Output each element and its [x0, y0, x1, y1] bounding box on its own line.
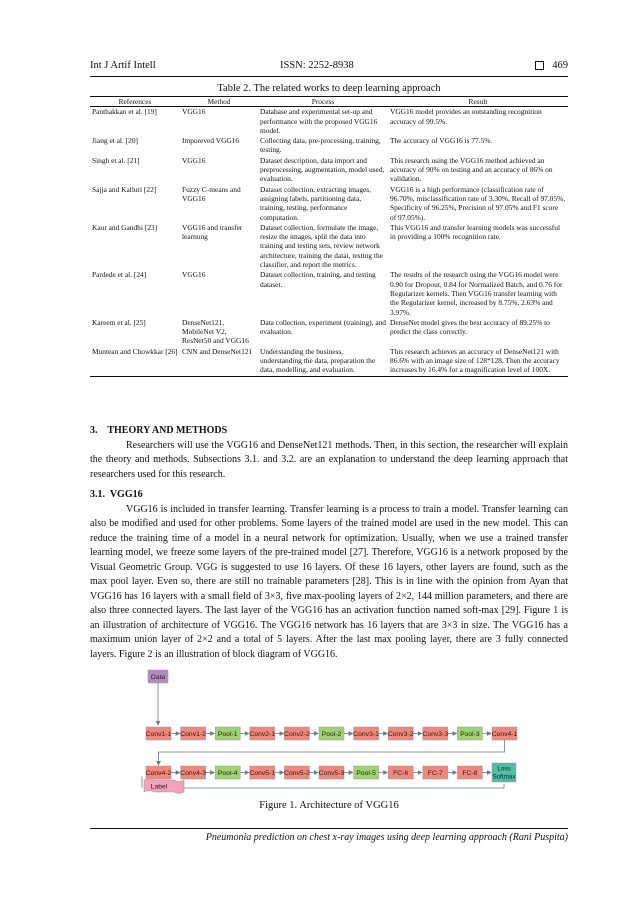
table-cell-method: VGG16 — [182, 270, 206, 280]
table-cell-method: DenseNet121, MobileNet V2, ResNet50 and VGG16 — [182, 317, 249, 346]
conv-box-label: Conv2-2 — [284, 731, 310, 738]
table-cell-process: Collecting data, pre-processing, training, testing. — [260, 136, 381, 155]
table-cell-result: This research achieves an accuracy of DenseNet121 with 86.6% with an image size of 128*128. Then the accuracy increases by 16.4% for a magnification level of 100X. — [388, 347, 568, 376]
column-header: Result — [388, 97, 568, 107]
header-rule — [90, 76, 568, 77]
table-cell-method: VGG16 and transfer learnung — [182, 222, 243, 242]
section-3-1 — [90, 488, 568, 662]
pool-box-label: Pool-4 — [217, 770, 238, 777]
conv-box-label: Conv1-2 — [180, 731, 206, 738]
footer-rule — [90, 828, 568, 829]
section-paragraph: VGG16 is included in transfer learning. Transfer learning is a process to train a model. Transfer learning can also be modified and used for other problems. Some layers of the trained model are used in the new model. This can reduce the training time of a model in a neural network for optimization. Usually, when we use a trained transfer learning model, we freeze some layers of the pre-trained model [27]. Therefore, VGG16 is a network proposed by the Visual Geometric Group. VGG is suggested to use 16 layers. Of these 16 layers, other layers are found, such as the max pool layer. Even so, there are still no trainable parameters [28]. This is in line with the opinion from Ayan that VGG16 has 16 layers with a small field of 3×3, five max-pooling layers of 2×2, 144 million parameters, and there are also three connected layers. The last layer of the VGG16 has an activation function named soft-max [29]. Figure 1 is an illustration of architecture of VGG16. The VGG16 network has 16 layers that are 3×3 in size. The VGG16 has a maximum union layer of 2×2 and a total of 5 layers. After the last max pooling layer, there are 3 fully connected layers. Figure 2 is an illustration of block diagram of VGG16. — [90, 503, 568, 660]
running-footer: Pneumonia prediction on chest x-ray images using deep learning approach (Rani Puspita) — [205, 832, 568, 843]
issn: ISSN: 2252-8938 — [280, 60, 354, 71]
table-cell-process: Dataset description, data import and preprocessing, augmentation, model used, evaluation. — [260, 155, 385, 184]
table-cell-result: The accuracy of VGG16 is 77.5%. — [390, 136, 493, 146]
table-row — [90, 270, 568, 317]
table-row — [90, 136, 568, 156]
box-icon — [535, 61, 544, 70]
section-heading: 3. THEORY AND METHODS — [90, 425, 228, 436]
pool-box-label: Pool-2 — [321, 731, 342, 738]
page-number: 469 — [552, 60, 568, 71]
table-row — [90, 318, 568, 347]
table-cell-ref: Muntean and Chowkkar [26] — [90, 347, 180, 376]
pool-box-label: Pool-3 — [460, 731, 480, 738]
table-cell-result: This VGG16 and transfer learning models was successful in providing a 100% recognition rate. — [390, 222, 561, 242]
section-paragraph: Researchers will use the VGG16 and DenseNet121 methods. Then, in this section, the researcher will explain the theory and methods. Subsections 3.1. and 3.2. are an explanation to understand the deep learning approach that researchers used for this research. — [90, 439, 568, 480]
column-header: Process — [258, 97, 388, 107]
table-cell-ref: Pardede et al. [24] — [92, 270, 147, 280]
table-row — [90, 107, 568, 136]
conv-box-label: Conv5-3 — [318, 770, 345, 777]
table-cell-result: VGG16 is a high performance (classification rate of 96.70%, misclassification rate of 3.30%, Recall of 97.05%, Specificity of 96.25%, Precision of 97.05% and F1 score of 97.05%). — [390, 184, 566, 222]
table-header-row — [90, 97, 568, 107]
table-cell-ref: Jiang et al. [20] — [92, 136, 138, 146]
fc-box-label: FC-7 — [427, 770, 443, 777]
fc-box-label: FC-8 — [462, 770, 478, 777]
data-box-label: Data — [150, 674, 166, 681]
table-cell-process: Dataset collection, formulate the image, resize the images, split the data into training and testing sets, review network architecture, training the datai, testing the classifier, and report the metrics. — [260, 222, 383, 270]
conv-box-label: Conv5-2 — [284, 770, 310, 777]
journal-name: Int J Artif Intell — [90, 60, 156, 71]
table-cell-process: Dataset collection, training, and testing dataset. — [260, 270, 376, 289]
conv-box-label: Conv4-3 — [180, 770, 206, 777]
column-header: Method — [180, 97, 258, 107]
figure-caption: Figure 1. Architecture of VGG16 — [259, 800, 399, 811]
conv-box-label: Conv3-2 — [387, 731, 414, 738]
conv-box-label: Conv5-1 — [249, 770, 276, 777]
section-heading: 3.1. VGG16 — [90, 489, 143, 500]
related-works-table — [90, 96, 568, 377]
conv-box-label: Conv3-3 — [422, 731, 449, 738]
table-cell-ref: Sajja and Kalluri [22] — [92, 184, 157, 194]
table-cell-method: CNN and DenseNet121 — [180, 347, 258, 376]
table-cell-result: This research using the VGG16 method achieved an accuracy of 90% on testing and an accuracy of 86% on validation. — [390, 155, 553, 184]
conv-box-label: Conv4-2 — [145, 770, 172, 777]
pool-box-label: Pool-1 — [217, 731, 238, 738]
table-cell-result: The results of the research using the VGG16 model were 0.90 for Dropout, 0.84 for Normalized Batch, and 0.76 for Regularizer kernels. Then VGG16 transfer learning with the Regularizer kernel, increased by 8.75%, 2.63% and 3.97%. — [390, 270, 563, 317]
conv-box-label: Conv3-1 — [353, 731, 379, 738]
table-cell-ref: Singh et al. [21] — [92, 155, 140, 165]
fc-box-label: FC-6 — [393, 770, 409, 777]
connector-label-loss — [184, 784, 504, 788]
table-cell-process: Dataset collection, extracting images, assigning labels, partitioning data, training, testing, performance computation. — [260, 184, 372, 222]
table-row — [90, 156, 568, 185]
table-cell-process: Understanding the business, understanding the data, preparation the data, modelling, and evaluation. — [258, 347, 388, 376]
column-header: References — [90, 97, 180, 107]
section-3 — [90, 424, 568, 482]
table-caption: Table 2. The related works to deep learning approach — [217, 83, 441, 94]
table-cell-ref: Kaur and Gandhi [23] — [92, 222, 158, 232]
table-cell-process: Database and experimental set-up and performance with the proposed VGG16 model. — [260, 107, 378, 135]
table-row — [90, 347, 568, 376]
table-cell-method: VGG16 — [182, 107, 206, 117]
connector-wrap — [159, 740, 505, 752]
conv-box-label: Conv4-1 — [491, 731, 518, 738]
table-cell-result: VGG16 model provides an outstanding recognition accuracy of 99.5%. — [390, 107, 542, 126]
conv-box-label: Conv1-1 — [145, 731, 172, 738]
table-cell-ref: Panthakkan et al. [19] — [92, 107, 157, 117]
table-cell-method: Fuzzy C-means and VGG16 — [182, 184, 241, 203]
table-cell-ref: Kareem et al. [25] — [92, 317, 146, 327]
table-row — [90, 185, 568, 223]
table-cell-method: Imporeved VGG16 — [182, 136, 240, 146]
pool-box-label: Pool-5 — [356, 770, 376, 777]
vgg16-architecture-figure — [138, 667, 528, 797]
table-cell-method: VGG16 — [182, 155, 206, 165]
table-cell-result: DenseNet model gives the best accuracy of 89.25% to predict the class correctly. — [390, 317, 550, 337]
softmax-label: Softmax — [492, 773, 516, 781]
page-number-wrap — [535, 60, 568, 71]
table-cell-process: Data collection, experiment (training), and evaluation. — [260, 317, 387, 337]
running-header — [90, 60, 568, 74]
loss-label: Loss — [497, 765, 511, 773]
table-row — [90, 223, 568, 270]
label-text: Label — [150, 783, 168, 791]
conv-box-label: Conv2-1 — [249, 731, 276, 738]
